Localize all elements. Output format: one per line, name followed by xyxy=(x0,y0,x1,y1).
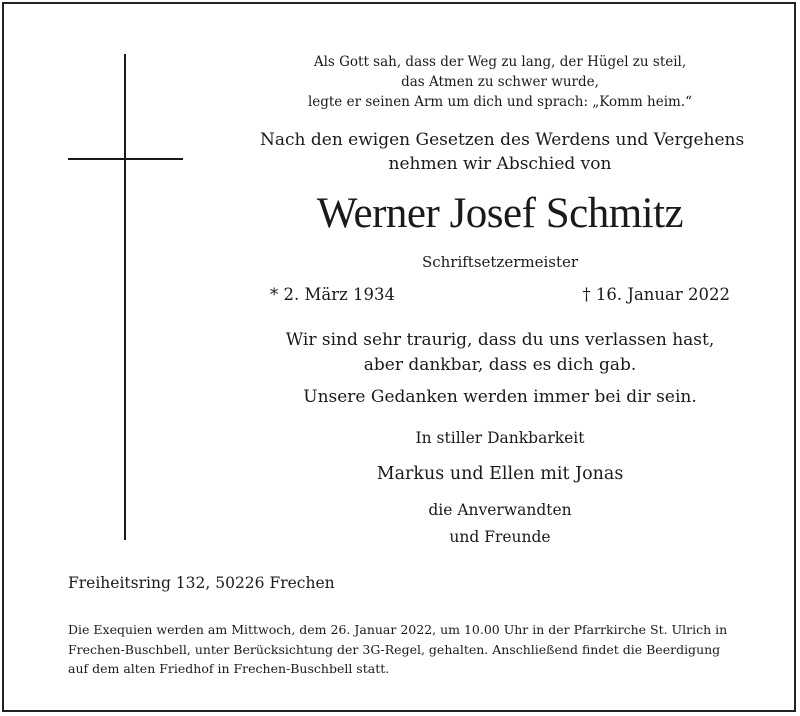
signature-intro: In stiller Dankbarkeit xyxy=(415,429,585,447)
death-date: † 16. Januar 2022 xyxy=(582,285,730,304)
poem-line: Als Gott sah, dass der Weg zu lang, der Hügel zu steil, xyxy=(313,54,687,70)
cross-horizontal-bar xyxy=(68,158,183,160)
details-line: Die Exequien werden am Mittwoch, dem 26. Januar 2022, um 10.00 Uhr in der Pfarrkirche St. Ulrich in xyxy=(68,622,728,637)
funeral-details xyxy=(68,620,748,679)
poem xyxy=(260,52,740,112)
quote-line: aber dankbar, dass es dich gab. xyxy=(363,355,637,375)
other-mourners xyxy=(260,497,740,551)
cross-vertical-bar xyxy=(124,54,126,540)
poem-line: das Atmen zu schwer wurde, xyxy=(401,74,599,90)
quote-line: Wir sind sehr traurig, dass du uns verlassen hast, xyxy=(285,330,715,350)
deceased-title: Schriftsetzermeister xyxy=(421,253,579,271)
birth-date: * 2. März 1934 xyxy=(270,285,396,304)
mourner-line: die Anverwandten xyxy=(428,501,572,519)
intro-text xyxy=(260,128,745,176)
deceased-name: Werner Josef Schmitz xyxy=(316,190,684,237)
intro-line: nehmen wir Abschied von xyxy=(388,154,612,174)
details-line: auf dem alten Friedhof in Frechen-Buschbell statt. xyxy=(68,661,390,676)
family-names: Markus und Ellen mit Jonas xyxy=(376,464,624,484)
details-line: Frechen-Buschbell, unter Berücksichtung der 3G-Regel, gehalten. Anschließend findet die Beerdigung xyxy=(68,641,721,657)
family-address: Freiheitsring 132, 50226 Frechen xyxy=(68,574,335,592)
quote-closing: Unsere Gedanken werden immer bei dir sein. xyxy=(303,387,697,407)
mourner-line: und Freunde xyxy=(449,528,551,546)
quote xyxy=(260,328,740,378)
intro-line: Nach den ewigen Gesetzen des Werdens und Vergehens xyxy=(260,130,745,150)
poem-line: legte er seinen Arm um dich und sprach: „Komm heim.“ xyxy=(307,94,693,110)
